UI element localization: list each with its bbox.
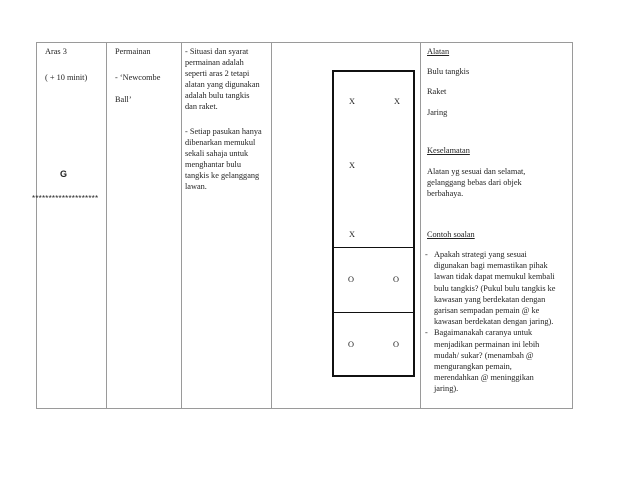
team-rule-line: - Setiap pasukan hanya <box>185 127 262 136</box>
equipment-item: Bulu tangkis <box>427 67 470 76</box>
player-x-mark: X <box>349 230 355 239</box>
court-diagram <box>332 70 415 377</box>
duration-label: ( + 10 minit) <box>45 73 88 82</box>
question-line: Apakah strategi yang sesuai <box>434 250 527 259</box>
safety-heading: Keselamatan <box>427 146 470 155</box>
asterisk-divider: ******************** <box>32 194 99 203</box>
situation-line: seperti aras 2 tetapi <box>185 69 250 78</box>
column-divider <box>420 43 421 408</box>
question-line: jaring). <box>434 384 459 394</box>
question-line: digunakan bagi memastikan pihak <box>434 261 548 271</box>
team-rule-line: tangkis ke gelanggang <box>185 171 260 180</box>
team-rule-line: sekali sahaja untuk <box>185 149 249 158</box>
question-line: merendahkan @ meninggikan <box>434 373 534 383</box>
safety-line: berbahaya. <box>427 189 464 198</box>
situation-line: permainan adalah <box>185 58 244 67</box>
question-line: bulu tangkis? (Pukul bulu tangkis ke <box>434 283 556 293</box>
questions-heading: Contoh soalan <box>427 230 475 239</box>
question-line: kawasan yang berdekatan dengan <box>434 294 546 304</box>
equipment-heading: Alatan <box>427 47 450 56</box>
question-line: menjadikan permainan ini lebih <box>434 339 540 349</box>
situation-line: adalah bulu tangkis <box>185 91 250 100</box>
player-o-mark: O <box>393 275 399 284</box>
column-divider <box>181 43 182 408</box>
bullet-dash: - <box>425 250 428 259</box>
bullet-dash: - <box>425 328 428 338</box>
question-line: mudah/ sukar? (menambah @ <box>434 350 534 360</box>
column-divider <box>106 43 107 408</box>
player-o-mark: O <box>348 275 354 284</box>
safety-line: Alatan yg sesuai dan selamat, <box>427 167 526 176</box>
player-x-mark: X <box>349 97 355 106</box>
player-x-mark: X <box>349 161 355 170</box>
game-name-line1: - ‘Newcombe <box>115 73 161 82</box>
question-line: garisan sempadan pemain @ ke <box>434 306 540 316</box>
team-rule-line: lawan. <box>185 182 207 191</box>
margin-letter: G <box>60 169 68 179</box>
player-x-mark: X <box>394 97 400 106</box>
situation-line: alatan yang digunakan <box>185 80 260 89</box>
player-o-mark: O <box>393 340 399 349</box>
situation-line: dan raket. <box>185 102 218 111</box>
team-rule-line: dibenarkan memukul <box>185 138 256 147</box>
situation-line: - Situasi dan syarat <box>185 47 249 56</box>
activity-heading: Permainan <box>115 47 151 56</box>
equipment-item: Raket <box>427 87 447 96</box>
team-rule-line: menghantar bulu <box>185 160 241 169</box>
game-name-line2: Ball’ <box>115 95 132 104</box>
column-divider <box>271 43 272 408</box>
court-divider-line <box>334 247 413 248</box>
question-line: kawasan berdekatan dengan jaring). <box>434 317 554 327</box>
player-o-mark: O <box>348 340 354 349</box>
question-line: Bagaimanakah caranya untuk <box>434 328 533 338</box>
level-label: Aras 3 <box>45 47 67 56</box>
question-line: lawan tidak dapat memukul kembali <box>434 272 555 282</box>
question-list <box>423 249 571 395</box>
safety-line: gelanggang bebas dari objek <box>427 178 522 187</box>
equipment-item: Jaring <box>427 108 448 117</box>
question-item <box>423 249 571 327</box>
question-line: mengurangkan pemain, <box>434 362 512 372</box>
question-item <box>423 327 571 394</box>
court-divider-line <box>334 312 413 313</box>
